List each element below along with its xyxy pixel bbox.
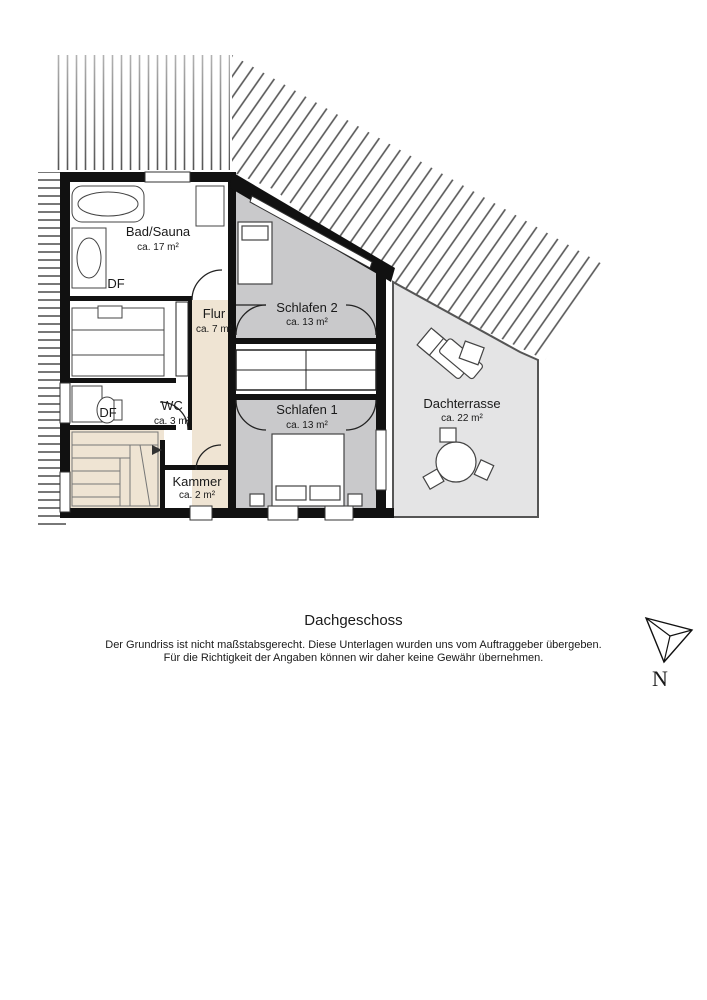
north-arrow bbox=[640, 612, 700, 692]
svg-text:ca. 22 m²: ca. 22 m² bbox=[441, 413, 483, 424]
df-marker-bad: DF bbox=[107, 276, 125, 291]
svg-text:Schlafen 1: Schlafen 1 bbox=[276, 402, 338, 417]
svg-text:ca. 2 m²: ca. 2 m² bbox=[178, 490, 216, 501]
disclaimer-line-1: Der Grundriss ist nicht maßstabsgerecht. Diese Unterlagen wurden uns vom Auftraggeber übergeben. bbox=[105, 639, 602, 651]
floor-title: Dachgeschoss bbox=[304, 612, 403, 629]
room-label-wc bbox=[154, 398, 191, 427]
svg-text:ca. 3 m²: ca. 3 m² bbox=[153, 416, 191, 427]
room-label-kammer bbox=[172, 474, 222, 501]
north-arrow-icon bbox=[640, 612, 700, 668]
svg-text:Schlafen 2: Schlafen 2 bbox=[276, 300, 338, 315]
svg-text:Bad/Sauna: Bad/Sauna bbox=[125, 224, 191, 239]
bed-schlafen2 bbox=[238, 222, 272, 284]
svg-text:WC: WC bbox=[161, 398, 183, 413]
svg-text:Flur: Flur bbox=[202, 306, 226, 321]
room-floor-stair bbox=[70, 430, 164, 510]
svg-text:Kammer: Kammer bbox=[172, 474, 222, 489]
room-label-bad-sauna bbox=[126, 224, 191, 253]
north-label: N bbox=[652, 666, 668, 691]
plan-caption bbox=[0, 612, 707, 665]
disclaimer-line-2: Für die Richtigkeit der Angaben können wir daher keine Gewähr übernehmen. bbox=[163, 652, 544, 664]
svg-text:ca. 13 m²: ca. 13 m² bbox=[286, 317, 328, 328]
svg-text:ca. 17 m²: ca. 17 m² bbox=[137, 242, 179, 253]
svg-text:Dachterrasse: Dachterrasse bbox=[423, 396, 501, 411]
svg-text:ca. 13 m²: ca. 13 m² bbox=[286, 420, 328, 431]
df-marker-wc: DF bbox=[99, 405, 117, 420]
svg-text:ca. 7 m²: ca. 7 m² bbox=[195, 324, 233, 335]
